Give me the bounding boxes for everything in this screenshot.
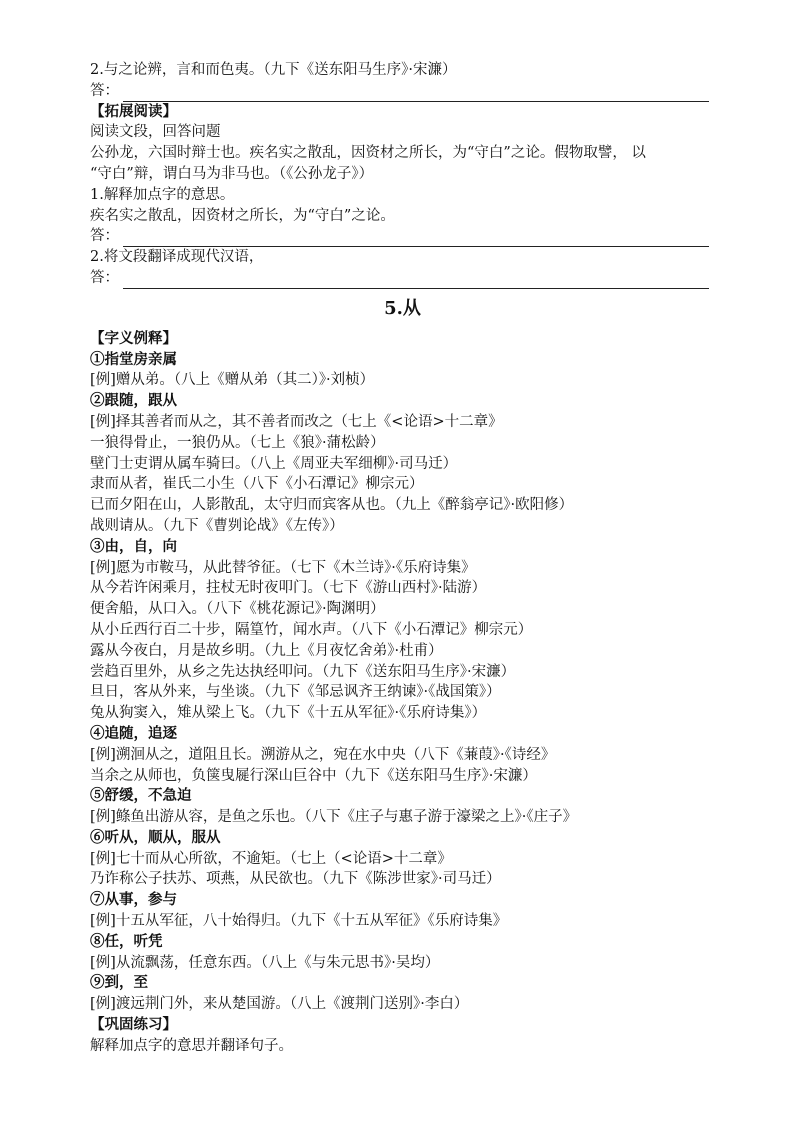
answer-line-3[interactable] bbox=[90, 268, 715, 289]
answer-blank[interactable] bbox=[123, 274, 709, 289]
answer-label: 答： bbox=[90, 228, 119, 245]
meaning-item: ⑤舒缓，不急迫 bbox=[90, 787, 192, 805]
meaning-item: ⑨到，至 bbox=[90, 974, 148, 992]
meaning-item: ④追随，追逐 bbox=[90, 724, 177, 742]
example-sentence: [例]十五从军征，八十始得归。（九下《十五从军征》《乐府诗集》 bbox=[90, 913, 508, 930]
practice-instruction: 解释加点字的意思并翻译句子。 bbox=[90, 1037, 293, 1054]
meaning-groups bbox=[90, 350, 715, 1016]
example-sentence: 兔从狗窦入，雉从梁上飞。（九下《十五从军征》·《乐府诗集》） bbox=[90, 705, 487, 722]
answer-line-2[interactable] bbox=[90, 226, 715, 247]
practice-heading: 【巩固练习】 bbox=[90, 1016, 177, 1034]
meaning-item: ①指堂房亲属 bbox=[90, 350, 177, 368]
passage-line-2: “守白”辩，谓白马为非马也。（《公孙龙子》） bbox=[90, 165, 374, 182]
extended-reading-heading: 【拓展阅读】 bbox=[90, 102, 177, 120]
meaning-item: ⑦从事，参与 bbox=[90, 891, 177, 909]
example-sentence: 已而夕阳在山，人影散乱，太守归而宾客从也。（九上《醉翁亭记》·欧阳修） bbox=[90, 497, 574, 514]
example-sentence: [例]从流飘荡，任意东西。（八上《与朱元思书》·吴均） bbox=[90, 954, 440, 971]
meaning-item: ③由，自，向 bbox=[90, 537, 177, 555]
example-sentence: [例]赠从弟。（八上《赠从弟（其二）》·刘桢） bbox=[90, 372, 375, 389]
example-sentence: 旦日，客从外来，与坐谈。（九下《邹忌讽齐王纳谏》·《战国策》） bbox=[90, 684, 501, 701]
example-sentence: 尝趋百里外，从乡之先达执经叩问。（九下《送东阳马生序》·宋濂） bbox=[90, 663, 516, 680]
example-sentence: [例]溯洄从之，道阻且长。溯游从之，宛在水中央（八下《蒹葭》·《诗经》 bbox=[90, 746, 556, 763]
example-sentence: [例]七十而从心所欲，不逾矩。（七上（<论语>十二章》 bbox=[90, 850, 452, 867]
question-2-line: 2.与之论辨，言和而色夷。（九下《送东阳马生序》·宋濂） bbox=[90, 62, 457, 78]
example-sentence: 战则请从。（九下《曹刿论战》《左传》） bbox=[90, 517, 344, 534]
example-sentence: 壁门士吏谓从属车骑曰。（八上《周亚夫军细柳》·司马迁） bbox=[90, 455, 458, 472]
example-sentence: 隶而从者，崔氏二小生（八下《小石潭记》柳宗元） bbox=[90, 476, 424, 493]
example-sentence: [例]择其善者而从之，其不善者而改之（七上《<论语>十二章》 bbox=[90, 413, 503, 430]
meaning-item: ⑥听从，顺从，服从 bbox=[90, 828, 221, 846]
answer-blank[interactable] bbox=[123, 87, 709, 102]
answer-blank[interactable] bbox=[123, 232, 709, 247]
question-1: 1.解释加点字的意思。 bbox=[90, 186, 235, 203]
example-sentence: 从今若许闲乘月，拄杖无时夜叩门。（七下《游山西村》·陆游） bbox=[90, 580, 487, 597]
example-sentence: [例]鲦鱼出游从容，是鱼之乐也。（八下《庄子与惠子游于濠梁之上》·《庄子》 bbox=[90, 809, 578, 826]
extended-reading-intro: 阅读文段，回答问题 bbox=[90, 124, 221, 141]
example-sentence: 当余之从师也，负箧曳屣行深山巨谷中（九下《送东阳马生序》·宋濂） bbox=[90, 767, 537, 784]
word-meaning-heading: 【字义例释】 bbox=[90, 329, 177, 347]
example-sentence: 一狼得骨止，一狼仍从。（七上《狼》·蒲松龄） bbox=[90, 434, 385, 451]
answer-line-1[interactable] bbox=[90, 81, 715, 102]
example-sentence: 露从今夜白，月是故乡明。（九上《月夜忆舍弟》·杜甫） bbox=[90, 642, 443, 659]
meaning-item: ②跟随，跟从 bbox=[90, 392, 177, 410]
question-1-sentence: 疾名实之散乱，因资材之所长，为“守白”之论。 bbox=[90, 207, 395, 224]
passage-line-1: 公孙龙，六国时辩士也。疾名实之散乱，因资材之所长，为“守白”之论。假物取譬， 以 bbox=[90, 145, 646, 162]
example-sentence: [例]渡远荆门外，来从楚国游。（八上《渡荆门送别》·李白） bbox=[90, 996, 469, 1013]
page-content bbox=[90, 60, 715, 1057]
answer-label: 答： bbox=[90, 82, 119, 99]
example-sentence: 从小丘西行百二十步，隔篁竹，闻水声。（八下《小石潭记》柳宗元） bbox=[90, 621, 533, 638]
example-sentence: 便舍船，从口入。（八下《桃花源记》·陶渊明） bbox=[90, 601, 385, 618]
meaning-item: ⑧任，听凭 bbox=[90, 932, 163, 950]
section-title: 5.从 bbox=[384, 297, 421, 319]
example-sentence: 乃诈称公子扶苏、项燕，从民欲也。（九下《陈涉世家》·司马迁） bbox=[90, 871, 501, 888]
question-2b: 2.将文段翻译成现代汉语， bbox=[90, 249, 264, 266]
example-sentence: [例]愿为市鞍马，从此替爷征。（七下《木兰诗》·《乐府诗集》 bbox=[90, 559, 476, 576]
answer-label: 答： bbox=[90, 269, 119, 286]
